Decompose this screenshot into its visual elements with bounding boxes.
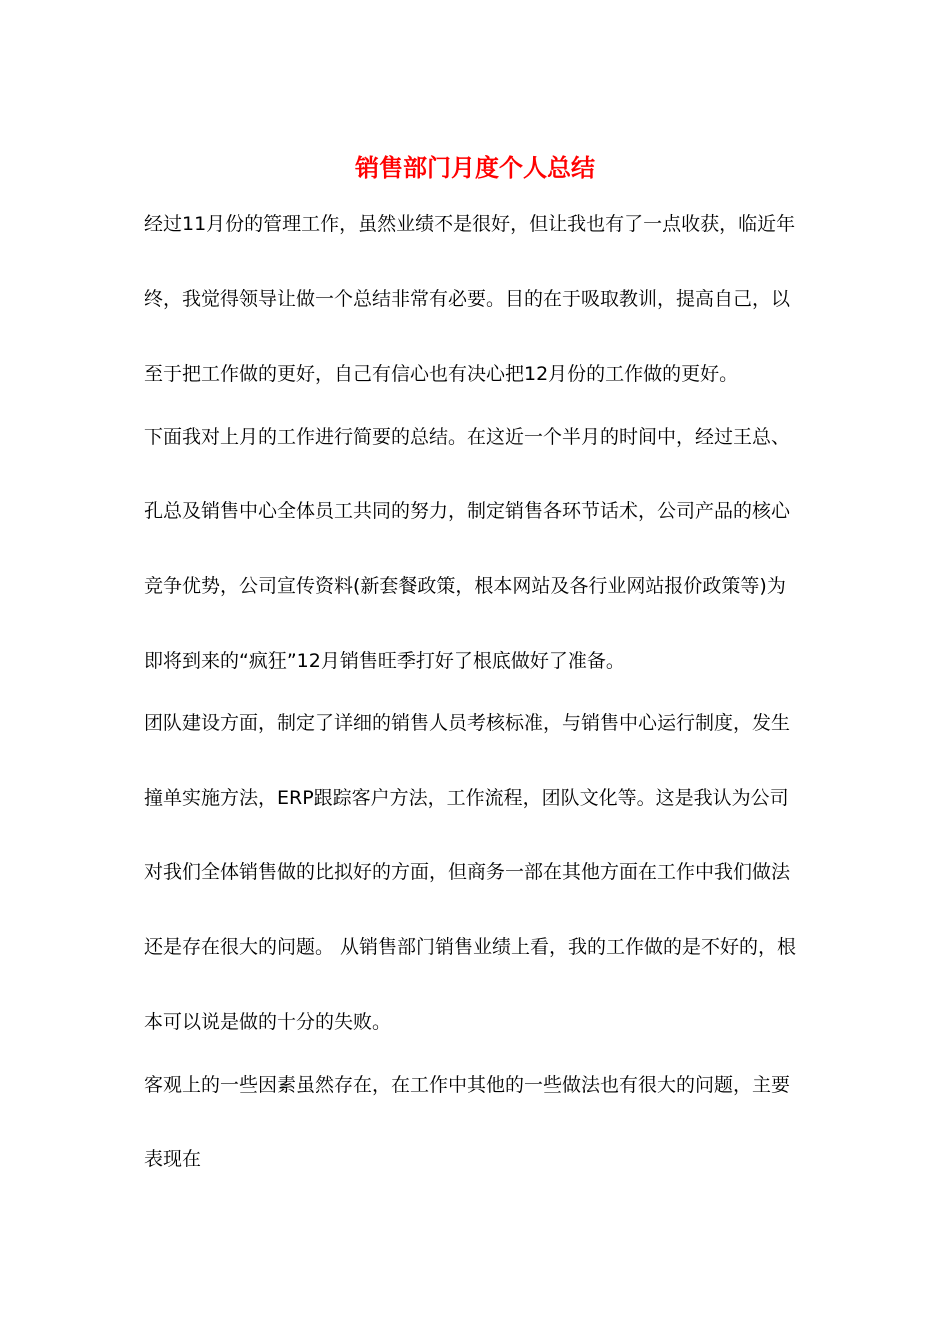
paragraph-line-11: 还是存在很大的问题。 从销售部门销售业绩上看，我的工作做的是不好的，根 [144,936,797,958]
paragraph-line-1: 经过11月份的管理工作，虽然业绩不是很好，但让我也有了一点收获，临近年 [144,213,796,235]
paragraph-line-4: 下面我对上月的工作进行简要的总结。在这近一个半月的时间中，经过王总、 [144,426,791,448]
paragraph-line-5: 孔总及销售中心全体员工共同的努力，制定销售各环节话术，公司产品的核心 [144,500,791,522]
paragraph-line-8: 团队建设方面，制定了详细的销售人员考核标准，与销售中心运行制度，发生 [144,712,791,734]
paragraph-line-12: 本可以说是做的十分的失败。 [144,1011,392,1033]
paragraph-line-9: 撞单实施方法，ERP跟踪客户方法，工作流程，团队文化等。这是我认为公司 [144,787,789,809]
paragraph-line-10: 对我们全体销售做的比拟好的方面，但商务一部在其他方面在工作中我们做法 [144,861,791,883]
paragraph-line-14: 表现在 [144,1148,202,1170]
document-title: 销售部门月度个人总结 [355,154,595,182]
paragraph-line-13: 客观上的一些因素虽然存在，在工作中其他的一些做法也有很大的问题，主要 [144,1074,791,1096]
paragraph-line-7: 即将到来的“疯狂”12月销售旺季打好了根底做好了准备。 [144,650,625,672]
paragraph-line-3: 至于把工作做的更好，自己有信心也有决心把12月份的工作做的更好。 [144,363,739,385]
paragraph-line-6: 竞争优势，公司宣传资料(新套餐政策，根本网站及各行业网站报价政策等)为 [144,575,786,597]
paragraph-line-2: 终，我觉得领导让做一个总结非常有必要。目的在于吸取教训，提高自己，以 [144,288,791,310]
